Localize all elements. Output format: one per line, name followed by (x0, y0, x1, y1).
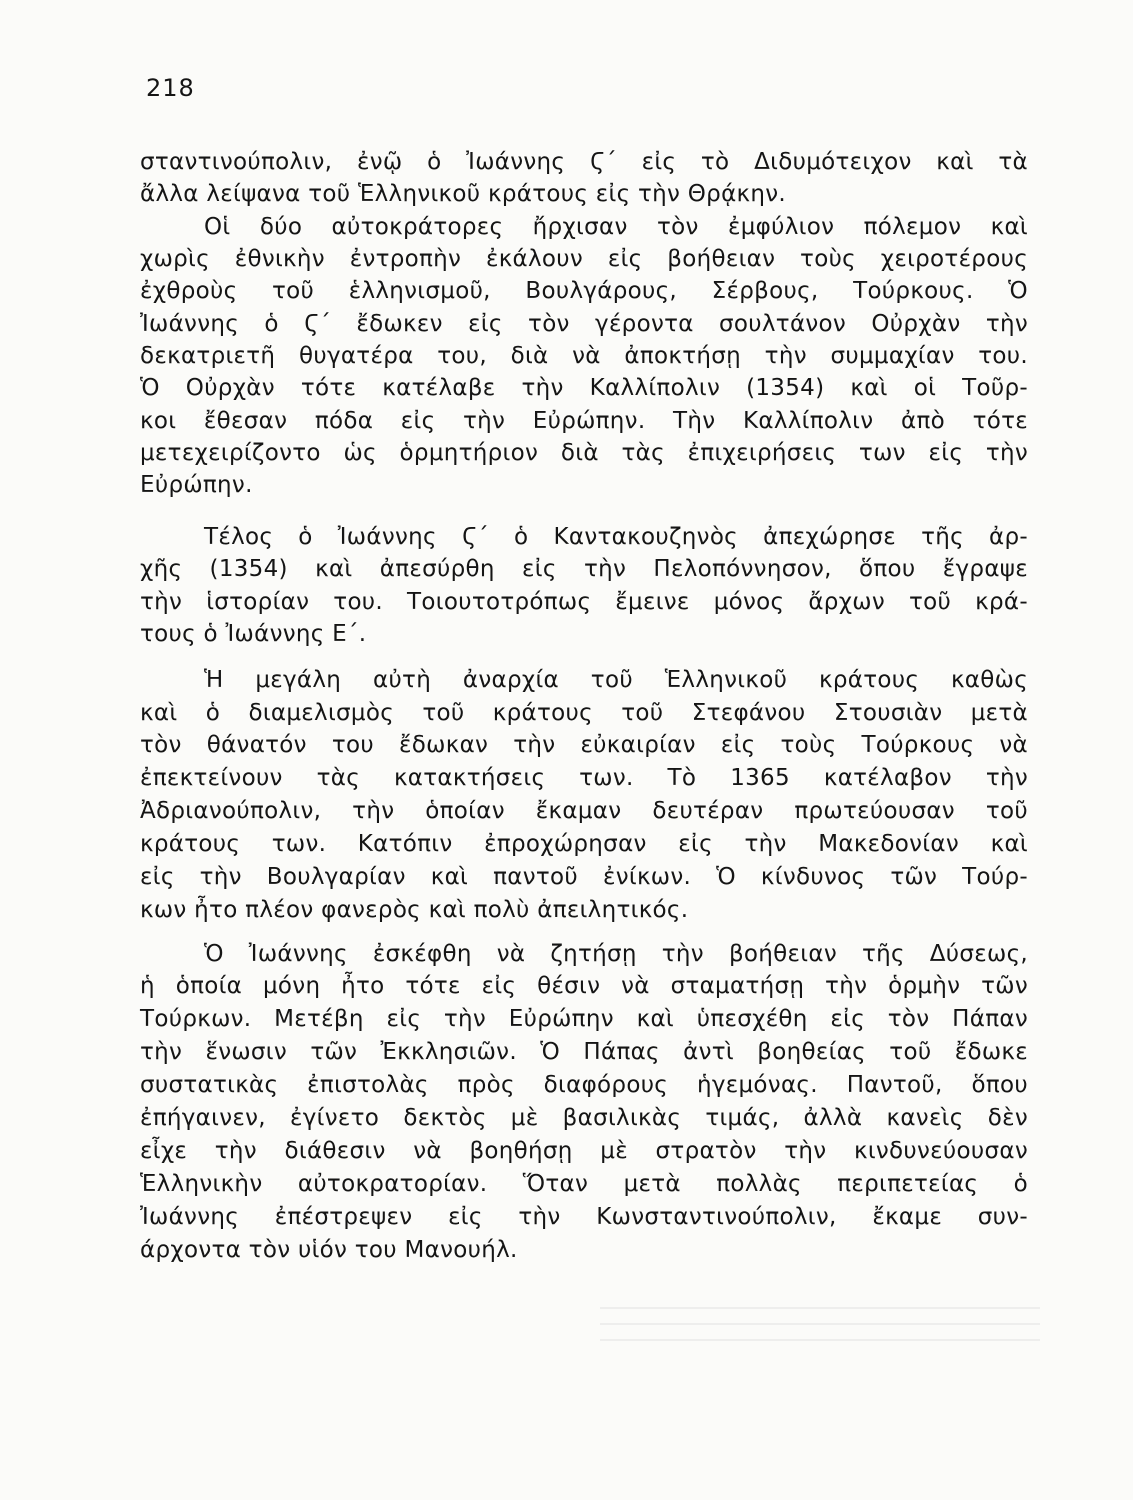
text-line: Ἀδριανούπολιν, τὴν ὁποίαν ἔκαμαν δευτέραν πρωτεύουσαν τοῦ (140, 798, 1028, 824)
text-line: ἐπεκτείνουν τὰς κατακτήσεις των. Τὸ 1365 κατέλαβον τὴν (140, 765, 1028, 791)
text-line: Τούρκων. Μετέβη εἰς τὴν Εὐρώπην καὶ ὑπεσχέθη εἰς τὸν Πάπαν (140, 1006, 1028, 1032)
text-line: τὴν ἕνωσιν τῶν Ἐκκλησιῶν. Ὁ Πάπας ἀντὶ βοηθείας τοῦ ἔδωκε (140, 1039, 1028, 1065)
paragraph-first-line: Ὁ Ἰωάννης ἐσκέφθη νὰ ζητήσῃ τὴν βοήθειαν τῆς Δύσεως, (204, 941, 1028, 967)
text-line: ἐπήγαινεν, ἐγίνετο δεκτὸς μὲ βασιλικὰς τιμάς, ἀλλὰ κανεὶς δὲν (140, 1105, 1028, 1131)
text-line: Ἰωάννης ὁ Ϛ΄ ἔδωκεν εἰς τὸν γέροντα σουλτάνον Οὐρχὰν τὴν (140, 311, 1028, 337)
paragraph-first-line: Οἱ δύο αὐτοκράτορες ἤρχισαν τὸν ἐμφύλιον πόλεμον καὶ (204, 214, 1028, 240)
text-line: εἰς τὴν Βουλγαρίαν καὶ παντοῦ ἐνίκων. Ὁ κίνδυνος τῶν Τούρ- (140, 864, 1028, 890)
page-number: 218 (146, 74, 195, 102)
text-line: χῆς (1354) καὶ ἀπεσύρθη εἰς τὴν Πελοπόννησον, ὅπου ἔγραψε (140, 556, 1028, 582)
text-line: τὴν ἱστορίαν του. Τοιουτοτρόπως ἔμεινε μόνος ἄρχων τοῦ κρά- (140, 589, 1028, 615)
text-line: τὸν θάνατόν του ἔδωκαν τὴν εὐκαιρίαν εἰς τοὺς Τούρκους νὰ (140, 732, 1028, 758)
text-line: δεκατριετῆ θυγατέρα του, διὰ νὰ ἀποκτήσῃ τὴν συμμαχίαν του. (140, 343, 1028, 369)
text-line: κράτους των. Κατόπιν ἐπροχώρησαν εἰς τὴν Μακεδονίαν καὶ (140, 831, 1028, 857)
text-line: Εὐρώπην. (140, 472, 253, 498)
text-line: Ἰωάννης ἐπέστρεψεν εἰς τὴν Κωνσταντινούπολιν, ἔκαμε συν- (140, 1204, 1028, 1230)
text-line: Ἑλληνικὴν αὐτοκρατορίαν. Ὅταν μετὰ πολλὰς περιπετείας ὁ (140, 1171, 1028, 1197)
text-line: μετεχειρίζοντο ὡς ὁρμητήριον διὰ τὰς ἐπιχειρήσεις των εἰς τὴν (140, 440, 1028, 466)
text-line: καὶ ὁ διαμελισμὸς τοῦ κράτους τοῦ Στεφάνου Στουσιὰν μετὰ (140, 700, 1028, 726)
bleed-through-shadow (600, 1295, 1040, 1355)
paragraph-first-line: Τέλος ὁ Ἰωάννης Ϛ΄ ὁ Καντακουζηνὸς ἀπεχώρησε τῆς ἀρ- (204, 524, 1028, 550)
text-line: ἐχθροὺς τοῦ ἑλληνισμοῦ, Βουλγάρους, Σέρβους, Τούρκους. Ὁ (140, 278, 1028, 304)
text-line: ἡ ὁποία μόνη ἦτο τότε εἰς θέσιν νὰ σταματήσῃ τὴν ὁρμὴν τῶν (140, 973, 1028, 999)
text-line: χωρὶς ἐθνικὴν ἐντροπὴν ἐκάλουν εἰς βοήθειαν τοὺς χειροτέρους (140, 246, 1028, 272)
text-line: σταντινούπολιν, ἐνῷ ὁ Ἰωάννης Ϛ΄ εἰς τὸ Διδυμότειχον καὶ τὰ (140, 149, 1028, 175)
text-line: κων ἦτο πλέον φανερὸς καὶ πολὺ ἀπειλητικός. (140, 897, 689, 923)
paragraph-first-line: Ἡ μεγάλη αὐτὴ ἀναρχία τοῦ Ἑλληνικοῦ κράτους καθὼς (204, 667, 1028, 693)
text-line: Ὁ Οὐρχὰν τότε κατέλαβε τὴν Καλλίπολιν (1354) καὶ οἱ Τοῦρ- (140, 375, 1028, 401)
text-line: ἄλλα λείψανα τοῦ Ἑλληνικοῦ κράτους εἰς τὴν Θρᾴκην. (140, 181, 787, 207)
text-line: τους ὁ Ἰωάννης Ε΄. (140, 621, 367, 647)
text-line: συστατικὰς ἐπιστολὰς πρὸς διαφόρους ἡγεμόνας. Παντοῦ, ὅπου (140, 1072, 1028, 1098)
text-line: άρχοντα τὸν υἱόν του Μανουήλ. (140, 1237, 518, 1263)
text-line: κοι ἔθεσαν πόδα εἰς τὴν Εὐρώπην. Τὴν Καλλίπολιν ἀπὸ τότε (140, 408, 1028, 434)
text-line: εἶχε τὴν διάθεσιν νὰ βοηθήσῃ μὲ στρατὸν τὴν κινδυνεύουσαν (140, 1138, 1028, 1164)
